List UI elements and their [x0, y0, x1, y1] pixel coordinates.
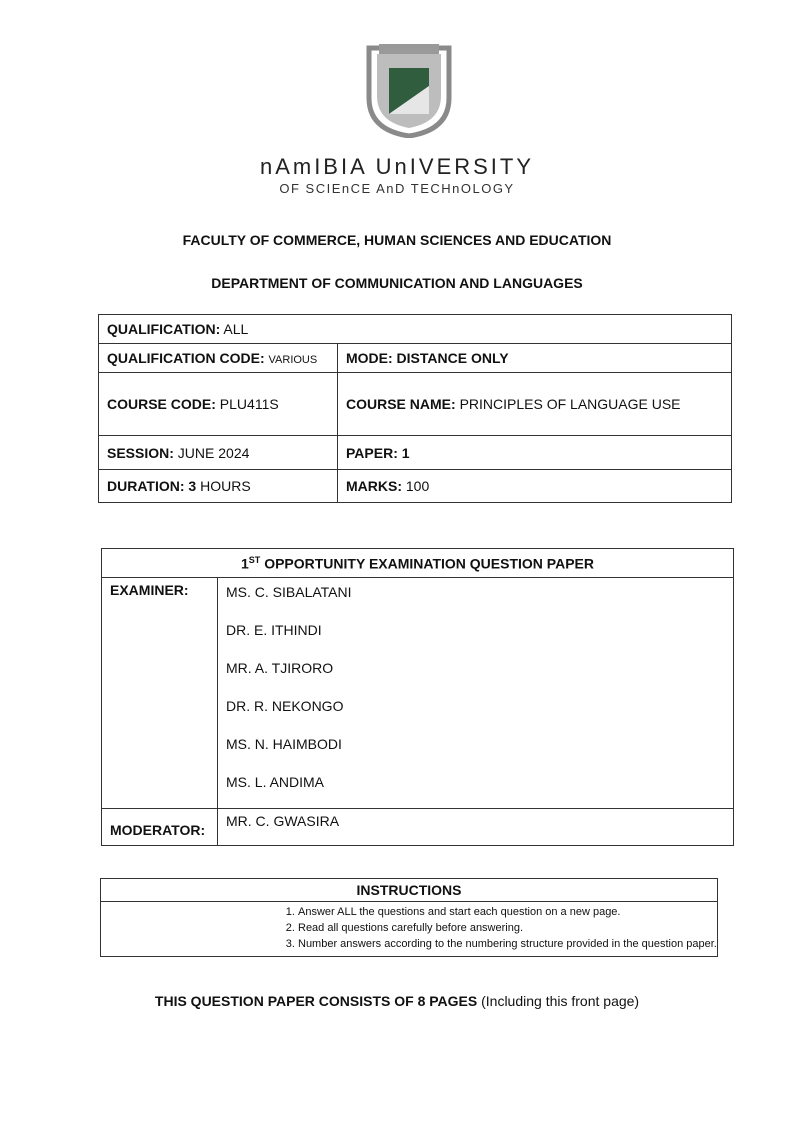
duration-unit: HOURS	[200, 478, 251, 494]
paper-value: 1	[401, 444, 410, 461]
exam-title	[102, 549, 734, 578]
duration-cell	[99, 470, 338, 503]
course-name-cell	[338, 373, 732, 436]
paper-cell	[338, 436, 732, 470]
page-count-bold: THIS QUESTION PAPER CONSISTS OF 8 PAGES	[154, 993, 478, 1009]
examiner-name: DR. E. ITHINDI	[226, 622, 322, 638]
qualification-code-label: QUALIFICATION CODE:	[107, 350, 265, 366]
instructions-body	[101, 902, 718, 957]
duration-number: 3	[188, 478, 197, 494]
page-count-normal: (Including this front page)	[481, 993, 640, 1009]
qualification-value: ALL	[223, 321, 249, 337]
instructions-list	[276, 904, 717, 952]
course-name-label: COURSE NAME:	[346, 396, 456, 412]
examiner-name: MR. A. TJIRORO	[226, 660, 334, 676]
marks-label: MARKS:	[346, 478, 402, 494]
exam-title-prefix: 1	[240, 555, 249, 572]
marks-cell	[338, 470, 732, 503]
examiner-name: DR. R. NEKONGO	[226, 698, 344, 714]
instruction-item: 3. Number answers according to the numbering structure provided in the question paper.	[298, 936, 717, 952]
paper-label: PAPER:	[346, 444, 398, 461]
moderator-name: MR. C. GWASIRA	[218, 809, 734, 846]
moderator-label: MODERATOR:	[102, 809, 218, 846]
qualification-label: QUALIFICATION:	[107, 321, 221, 337]
examiner-list	[218, 578, 734, 809]
course-code-cell	[99, 373, 338, 436]
duration-label: DURATION:	[107, 478, 185, 494]
instructions-table	[100, 878, 718, 957]
session-value: JUNE 2024	[177, 444, 250, 461]
course-name-value: PRINCIPLES OF LANGUAGE USE	[459, 396, 681, 412]
university-logo	[359, 40, 459, 138]
examiner-label: EXAMINER:	[102, 578, 218, 809]
examiner-name: MS. L. ANDIMA	[226, 774, 325, 790]
course-info-table	[98, 314, 732, 503]
faculty-title: FACULTY OF COMMERCE, HUMAN SCIENCES AND EDUCATION	[182, 232, 612, 248]
course-code-label: COURSE CODE:	[107, 396, 216, 412]
university-name: nAmIBIA UnIVERSITY	[259, 154, 535, 179]
page-count-note	[0, 993, 794, 1009]
qualification-code-cell	[99, 344, 338, 373]
mode-cell: MODE: DISTANCE ONLY	[338, 344, 732, 373]
session-cell	[99, 436, 338, 470]
university-subtitle: OF SCIEnCE AnD TECHnOLOGY	[279, 181, 515, 196]
examiner-name: MS. C. SIBALATANI	[226, 584, 352, 600]
examiner-name: MS. N. HAIMBODI	[226, 736, 342, 752]
instructions-heading: INSTRUCTIONS	[101, 879, 718, 902]
department-title: DEPARTMENT OF COMMUNICATION AND LANGUAGES	[211, 275, 583, 291]
session-label: SESSION:	[107, 444, 174, 461]
instruction-item: 2. Read all questions carefully before answering.	[298, 920, 717, 936]
qualification-code-value: VARIOUS	[268, 354, 318, 366]
examiners-table	[101, 548, 734, 846]
exam-title-rest: OPPORTUNITY EXAMINATION QUESTION PAPER	[264, 555, 594, 572]
course-code-value: PLU411S	[219, 396, 279, 412]
instruction-item: 1. Answer ALL the questions and start each question on a new page.	[298, 904, 717, 920]
qualification-cell	[99, 315, 732, 344]
marks-value: 100	[405, 478, 430, 494]
exam-title-sup: ST	[248, 554, 261, 565]
